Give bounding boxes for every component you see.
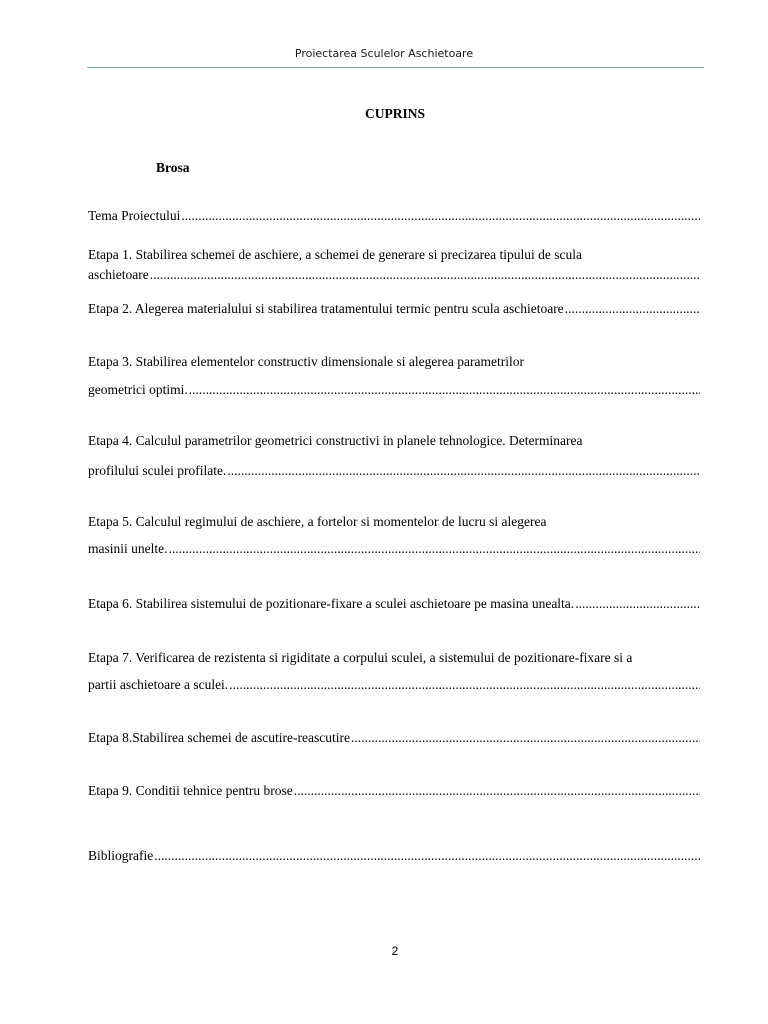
toc-entry-etapa-7-line-2 <box>88 677 700 695</box>
leader-dots <box>189 382 700 398</box>
leader-dots <box>294 783 700 799</box>
toc-entry-etapa-4-line-2 <box>88 463 700 481</box>
toc-entry-etapa-1-line-1 <box>88 247 700 265</box>
toc-entry-etapa-7-line-1 <box>88 650 700 668</box>
leader-dots <box>168 541 700 557</box>
toc-entry-text: Etapa 5. Calculul regimului de aschiere, a fortelor si momentelor de lucru si alegerea <box>88 514 547 529</box>
toc-entry-text: Etapa 8.Stabilirea schemei de ascutire-reascutire <box>88 730 350 745</box>
page-number: 2 <box>391 944 399 958</box>
toc-entry-etapa-9 <box>88 783 700 801</box>
toc-entry-etapa-8 <box>88 730 700 748</box>
leader-dots <box>565 301 700 317</box>
toc-entry-etapa-3-line-2 <box>88 382 700 400</box>
toc-entry-text: Tema Proiectului <box>88 208 181 223</box>
toc-entry-text: Etapa 6. Stabilirea sistemului de pozitionare-fixare a sculei aschietoare pe masina unealta. <box>88 596 575 611</box>
toc-entry-text: Etapa 2. Alegerea materialului si stabilirea tratamentului termic pentru scula aschietoare <box>88 301 564 316</box>
toc-entry-text: geometrici optimi. <box>88 382 188 397</box>
leader-dots <box>229 677 700 693</box>
toc-entry-etapa-4-line-1 <box>88 433 700 451</box>
toc-entry-etapa-1-line-2 <box>88 267 700 285</box>
header-divider <box>87 67 704 68</box>
toc-entry-etapa-3-line-1 <box>88 354 700 372</box>
toc-entry-text: aschietoare <box>88 267 149 282</box>
toc-entry-etapa-2 <box>88 301 700 319</box>
toc-entry-text: Bibliografie <box>88 848 154 863</box>
leader-dots <box>154 848 700 864</box>
toc-entry-bibliografie <box>88 848 700 866</box>
toc-entry-text: Etapa 9. Conditii tehnice pentru brose <box>88 783 293 798</box>
toc-entry-etapa-6 <box>88 596 700 614</box>
toc-entry-text: partii aschietoare a sculei. <box>88 677 229 692</box>
leader-dots <box>351 730 700 746</box>
page-title: CUPRINS <box>364 106 425 121</box>
toc-entry-text: Etapa 3. Stabilirea elementelor constructiv dimensionale si alegerea parametrilor <box>88 354 524 369</box>
toc-entry-text: Etapa 7. Verificarea de rezistenta si rigiditate a corpului sculei, a sistemului de pozitionare-fixare si a <box>88 650 633 665</box>
toc-entry-text: masinii unelte. <box>88 541 168 556</box>
toc-entry-text: profilului sculei profilate. <box>88 463 227 478</box>
toc-entry-etapa-5-line-2 <box>88 541 700 559</box>
leader-dots <box>575 596 700 612</box>
toc-entry-tema <box>88 208 700 226</box>
toc-entry-text: Etapa 1. Stabilirea schemei de aschiere, a schemei de generare si precizarea tipului de scula <box>88 247 583 262</box>
running-header: Proiectarea Sculelor Aschietoare <box>294 47 474 60</box>
toc-entry-text: Etapa 4. Calculul parametrilor geometrici constructivi in planele tehnologice. Determinarea <box>88 433 583 448</box>
leader-dots <box>227 463 700 479</box>
leader-dots <box>181 208 700 224</box>
toc-entry-etapa-5-line-1 <box>88 514 700 532</box>
leader-dots <box>150 267 700 283</box>
section-subtitle: Brosa <box>156 160 190 175</box>
